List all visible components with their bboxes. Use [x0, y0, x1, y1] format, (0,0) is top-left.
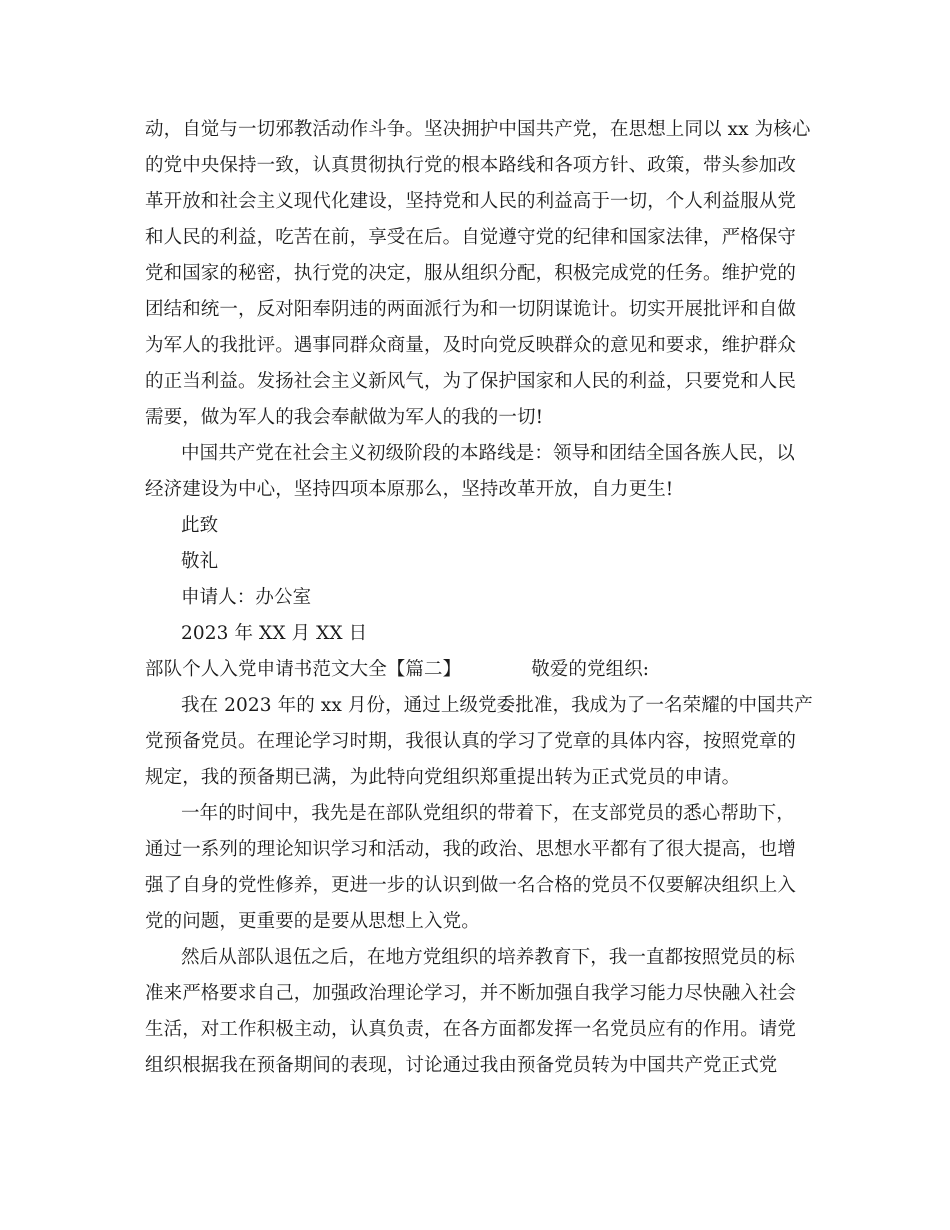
text-line: 动，自觉与一切邪教活动作斗争。坚决拥护中国共产党，在思想上同以 xx 为核心 — [145, 119, 811, 140]
closing-cizhi: 此致 — [181, 515, 219, 536]
text-line: 组织根据我在预备期间的表现，讨论通过我由预备党员转为中国共产党正式党 — [145, 1055, 778, 1076]
text-line: 然后从部队退伍之后，在地方党组织的培养教育下，我一直都按照党员的标 — [181, 947, 795, 968]
paragraph-after-discharge — [145, 940, 805, 1084]
text-line: 经济建设为中心，坚持四项本原那么，坚持改革开放，自力更生! — [145, 479, 674, 500]
section-heading — [145, 652, 805, 688]
text-line: 需要，做为军人的我会奉献做为军人的我的一切! — [145, 407, 544, 428]
salutation: 敬爱的党组织: — [531, 659, 650, 680]
text-line: 中国共产党在社会主义初级阶段的本路线是：领导和团结全国各族人民，以 — [181, 443, 795, 464]
text-line: 为军人的我批评。遇事同群众商量，及时向党反映群众的意见和要求，维护群众 — [145, 335, 797, 356]
applicant-signature: 申请人：办公室 — [181, 587, 312, 608]
text-line: 生活，对工作积极主动，认真负责，在各方面都发挥一名党员应有的作用。请党 — [145, 1019, 797, 1040]
paragraph-party-line — [145, 436, 805, 508]
document-body — [145, 112, 813, 1084]
text-line: 革开放和社会主义现代化建设，坚持党和人民的利益高于一切，个人利益服从党 — [145, 191, 797, 212]
text-line: 的正当利益。发扬社会主义新风气，为了保护国家和人民的利益，只要党和人民 — [145, 371, 797, 392]
text-line: 党预备党员。在理论学习时期，我很认真的学习了党章的具体内容，按照党章的 — [145, 731, 797, 752]
closing-jingli: 敬礼 — [181, 551, 219, 572]
text-line: 党的问题，更重要的是要从思想上入党。 — [145, 911, 480, 932]
text-line: 和人民的利益，吃苦在前，享受在后。自觉遵守党的纪律和国家法律，严格保守 — [145, 227, 797, 248]
letter-closing — [145, 508, 805, 652]
text-line: 我在 2023 年的 xx 月份，通过上级党委批准，我成为了一名荣耀的中国共产 — [181, 695, 813, 716]
text-line: 一年的时间中，我先是在部队党组织的带着下，在支部党员的悉心帮助下， — [181, 803, 795, 824]
letter-date: 2023 年 XX 月 XX 日 — [181, 623, 368, 644]
text-line: 的党中央保持一致，认真贯彻执行党的根本路线和各项方针、政策，带头参加改 — [145, 155, 797, 176]
text-line: 党和国家的秘密，执行党的决定，服从组织分配，积极完成党的任务。维护党的 — [145, 263, 797, 284]
paragraph-probation — [145, 688, 813, 796]
paragraph-continuation — [145, 112, 811, 436]
text-line: 规定，我的预备期已满，为此特向党组织郑重提出转为正式党员的申请。 — [145, 767, 741, 788]
text-line: 准来严格要求自己，加强政治理论学习，并不断加强自我学习能力尽快融入社会 — [145, 983, 797, 1004]
section-title: 部队个人入党申请书范文大全【篇二】 — [145, 659, 462, 680]
text-line: 通过一系列的理论知识学习和活动，我的政治、思想水平都有了很大提高，也增 — [145, 839, 797, 860]
text-line: 强了自身的党性修养，更进一步的认识到做一名合格的党员不仅要解决组织上入 — [145, 875, 797, 896]
text-line: 团结和统一，反对阳奉阴违的两面派行为和一切阴谋诡计。切实开展批评和自做 — [145, 299, 797, 320]
paragraph-year-review — [145, 796, 805, 940]
